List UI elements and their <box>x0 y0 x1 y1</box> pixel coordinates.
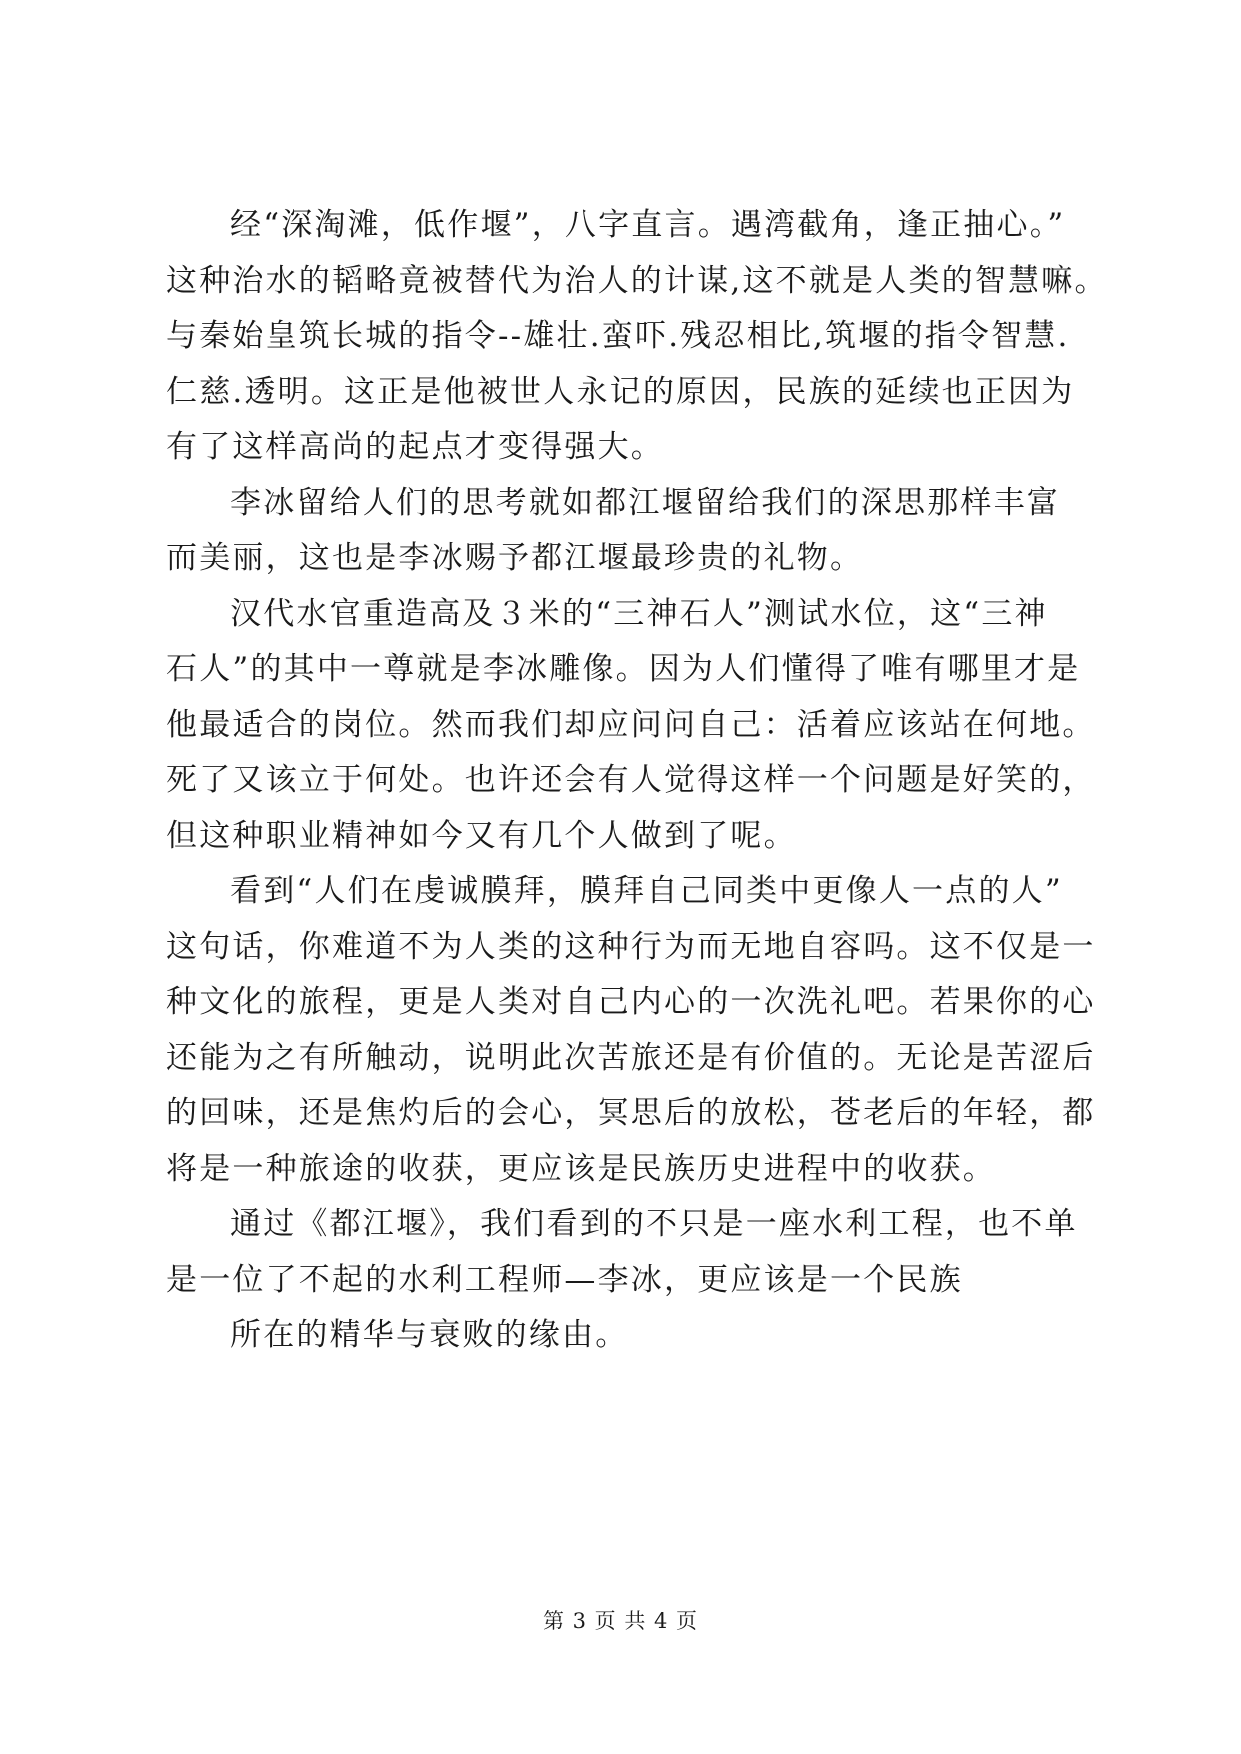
text-line: 是一位了不起的水利工程师—李冰，更应该是一个民族 <box>166 1261 963 1298</box>
text-line: 还能为之有所触动，说明此次苦旅还是有价值的。无论是苦涩后 <box>166 1039 1096 1076</box>
text-line: 他最适合的岗位。然而我们却应问问自己：活着应该站在何地。 <box>166 706 1096 743</box>
text-line: 种文化的旅程，更是人类对自己内心的一次洗礼吧。若果你的心 <box>166 984 1096 1020</box>
text-line: 将是一种旅途的收获，更应该是民族历史进程中的收获。 <box>166 1150 996 1187</box>
text-line: 李冰留给人们的思考就如都江堰留给我们的深思那样丰富 <box>230 484 1060 521</box>
text-line: 这句话，你难道不为人类的这种行为而无地自容吗。这不仅是一 <box>166 928 1096 965</box>
text-line: 有了这样高尚的起点才变得强大。 <box>166 429 664 465</box>
text-line: 与秦始皇筑长城的指令--雄壮.蛮吓.残忍相比,筑堰的指令智慧. <box>166 318 1070 354</box>
text-line: 看到“人们在虔诚膜拜，膜拜自己同类中更像人一点的人” <box>230 873 1063 909</box>
text-line: 但这种职业精神如今又有几个人做到了呢。 <box>166 817 797 854</box>
text-line: 这种治水的韬略竟被替代为治人的计谋,这不就是人类的智慧嘛。 <box>166 262 1108 299</box>
text-line: 而美丽，这也是李冰赐予都江堰最珍贵的礼物。 <box>166 540 864 576</box>
text-line: 经“深淘滩，低作堰”，八字直言。遇湾截角，逢正抽心。” <box>230 207 1066 243</box>
text-line: 仁慈.透明。这正是他被世人永记的原因，民族的延续也正因为 <box>166 373 1075 410</box>
body-text <box>166 198 1126 1364</box>
text-line: 的回味，还是焦灼后的会心，冥思后的放松，苍老后的年轻，都 <box>166 1095 1096 1131</box>
text-line: 通过《都江堰》，我们看到的不只是一座水利工程，也不单 <box>230 1206 1078 1242</box>
page-footer <box>0 1608 1241 1634</box>
text-line: 汉代水官重造高及３米的“三神石人”测试水位，这“三神 <box>230 595 1048 632</box>
text-line: 所在的精华与衰败的缘由。 <box>230 1317 629 1353</box>
text-line: 死了又该立于何处。也许还会有人觉得这样一个问题是好笑的， <box>166 762 1096 798</box>
page-number: 第 3 页 共 4 页 <box>542 1609 699 1633</box>
text-line: 石人”的其中一尊就是李冰雕像。因为人们懂得了唯有哪里才是 <box>166 651 1081 687</box>
